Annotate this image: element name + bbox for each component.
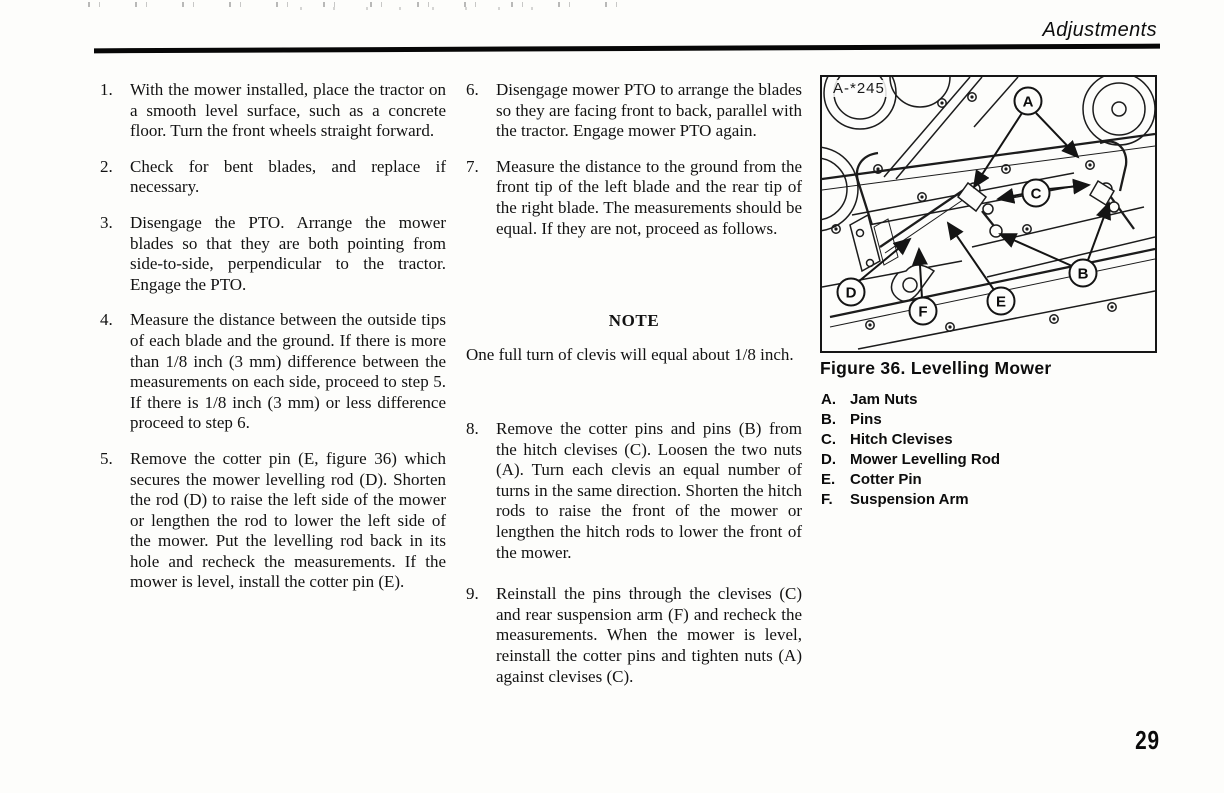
step-number: 6. <box>466 80 479 99</box>
step-item-8 <box>466 419 802 563</box>
figure-legend <box>821 390 1000 510</box>
step-item-5 <box>100 449 446 593</box>
column-left <box>100 80 446 608</box>
note-block <box>466 311 802 365</box>
legend-key: D. <box>821 451 836 468</box>
page-number: 29 <box>1135 725 1160 755</box>
step-item-4 <box>100 310 446 434</box>
legend-key: A. <box>821 391 836 408</box>
header-rule <box>94 44 1160 54</box>
legend-key: E. <box>821 471 836 488</box>
note-text: One full turn of clevis will equal about 1/8 inch. <box>466 344 794 364</box>
legend-item-e <box>821 470 1000 490</box>
column-middle-upper <box>466 80 802 254</box>
column-middle-lower <box>466 419 802 708</box>
step-text: With the mower installed, place the tractor on a smooth level surface, such as a concrete floor. Turn the front wheels straight forward. <box>130 80 446 141</box>
legend-item-d <box>821 450 1000 470</box>
step-item-2 <box>100 157 446 198</box>
callout-c <box>1023 180 1050 207</box>
callout-b <box>1070 260 1097 287</box>
svg-text:F: F <box>918 303 928 321</box>
legend-label: Jam Nuts <box>850 391 918 408</box>
step-text: Disengage the PTO. Arrange the mower blades so that they are both pointing from side-to-side, perpendicular to the tractor. Engage the PTO. <box>130 212 446 294</box>
step-item-1 <box>100 80 446 142</box>
figure-photo-id: A-*245 <box>830 80 888 97</box>
step-item-7 <box>466 157 802 239</box>
step-item-3 <box>100 213 446 295</box>
step-number: 9. <box>466 584 479 604</box>
figure-caption: Figure 36. Levelling Mower <box>820 358 1052 378</box>
scan-artifact <box>300 7 560 10</box>
legend-label: Suspension Arm <box>850 491 969 508</box>
step-text: Remove the cotter pin (E, figure 36) which secures the mower levelling rod (D). Shorten the rod (D) to raise the left side of the mower or lengthen the rod to lower the left side of the mower. Put the levelling rod back in its hole and recheck the measurements. If the mower is level, install the cotter pin (E). <box>130 448 446 592</box>
step-item-6 <box>466 80 802 142</box>
figure-36-frame <box>820 75 1157 353</box>
bolt-icon <box>832 93 1116 331</box>
legend-key: B. <box>821 411 836 428</box>
legend-item-f <box>821 490 1000 510</box>
step-number: 8. <box>466 419 479 438</box>
callout-d <box>838 279 865 306</box>
callout-e <box>988 288 1015 315</box>
step-number: 4. <box>100 310 113 330</box>
levelling-mower-illustration <box>822 77 1155 351</box>
note-heading: NOTE <box>608 311 660 330</box>
step-number: 3. <box>100 212 113 232</box>
step-number: 2. <box>100 156 113 176</box>
legend-label: Mower Levelling Rod <box>850 451 1001 468</box>
legend-item-a <box>821 390 1000 410</box>
step-text: Measure the distance to the ground from the front tip of the left blade and the rear tip of the right blade. The measurements should be equal. If they are not, proceed as follows. <box>496 156 802 238</box>
svg-text:B: B <box>1077 265 1089 283</box>
legend-item-b <box>821 410 1000 430</box>
step-text: Reinstall the pins through the clevises (C) and rear suspension arm (F) and recheck the measurements. When the mower is level, reinstall the cotter pins and tighten nuts (A) against clevises (C). <box>496 584 802 686</box>
step-number: 5. <box>100 448 113 468</box>
step-number: 1. <box>100 80 113 99</box>
legend-key: F. <box>821 491 833 508</box>
running-header: Adjustments <box>1042 19 1157 41</box>
step-text: Measure the distance between the outside tips of each blade and the ground. If there is more than 1/8 inch (3 mm) difference between the measurements on each side, proceed to step 5. If there is 1/8 inch (3 mm) or less difference proceed to step 6. <box>130 310 446 433</box>
svg-text:E: E <box>995 293 1007 311</box>
legend-label: Hitch Clevises <box>850 431 953 448</box>
callout-f <box>910 298 937 325</box>
legend-key: C. <box>821 431 836 448</box>
step-item-9 <box>466 584 802 687</box>
legend-label: Cotter Pin <box>850 471 922 488</box>
svg-text:A: A <box>1022 93 1034 111</box>
step-text: Disengage mower PTO to arrange the blades so they are facing front to back, parallel with the tractor. Engage mower PTO again. <box>496 80 802 141</box>
step-text: Check for bent blades, and replace if necessary. <box>130 156 446 197</box>
svg-text:D: D <box>845 284 857 302</box>
svg-text:C: C <box>1030 185 1042 203</box>
legend-item-c <box>821 430 1000 450</box>
legend-label: Pins <box>850 411 882 428</box>
step-number: 7. <box>466 156 479 176</box>
callout-a <box>1015 88 1042 115</box>
step-text: Remove the cotter pins and pins (B) from the hitch clevises (C). Loosen the two nuts (A). Turn each clevis an equal number of turns in the same direction. Shorten the hitch rods to raise the front of the mower or lengthen the hitch rods to lower the front of the mower. <box>496 419 802 562</box>
